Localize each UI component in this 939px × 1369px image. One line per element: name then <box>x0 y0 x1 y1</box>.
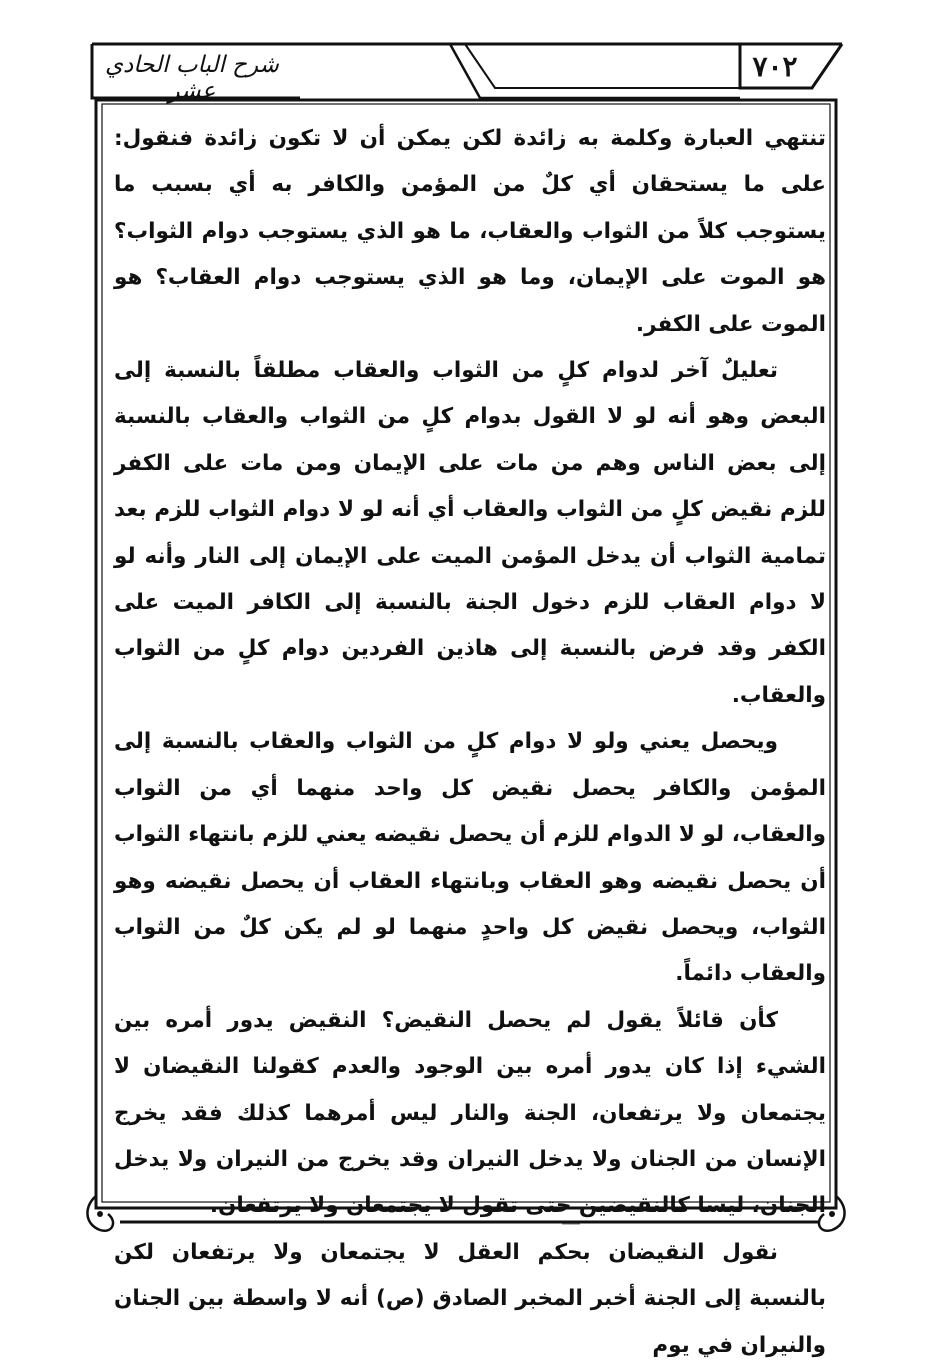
paragraph-5: نقول النقيضان بحكم العقل لا يجتمعان ولا يرتفعان لكن بالنسبة إلى الجنة أخبر المخبر الصادق (ص) أنه لا واسطة بين الجنان والنيران في يوم <box>114 1239 826 1358</box>
body-text <box>114 116 826 1369</box>
paragraph-1: تنتهي العبارة وكلمة به زائدة لكن يمكن أن لا تكون زائدة فنقول: على ما يستحقان أي كلٌ من المؤمن والكافر به أي بسبب ما يستوجب كلاً من الثواب والعقاب، ما هو الذي يستوجب دوام الثواب؟ هو الموت على الإيمان، وما هو الذي يستوجب دوام العقاب؟ هو الموت على الكفر. <box>114 126 826 337</box>
paragraph-2: تعليلٌ آخر لدوام كلٍ من الثواب والعقاب مطلقاً بالنسبة إلى البعض وهو أنه لو لا القول بدوام كلٍ من الثواب والعقاب بالنسبة إلى بعض الناس وهم من مات على الإيمان ومن مات على الكفر للزم نقيض كلٍ من الثواب والعقاب أي أنه لو لا دوام الثواب للزم بعد تمامية الثواب أن يدخل المؤمن الميت على الإيمان إلى النار وأنه لو لا دوام العقاب للزم دخول الجنة بالنسبة إلى الكافر الميت على الكفر وقد فرض بالنسبة إلى هاذين الفردين دوام كلٍ من الثواب والعقاب. <box>114 358 826 708</box>
paragraph-3: ويحصل يعني ولو لا دوام كلٍ من الثواب والعقاب بالنسبة إلى المؤمن والكافر يحصل نقيض كل واحد منهما أي من الثواب والعقاب، لو لا الدوام للزم أن يحصل نقيضه يعني للزم بانتهاء الثواب أن يحصل نقيضه وهو العقاب وبانتهاء العقاب أن يحصل نقيضه وهو الثواب، ويحصل نقيض كل واحدٍ منهما لو لم يكن كلٌ من الثواب والعقاب دائماً. <box>114 729 826 987</box>
paragraph-4: كأن قائلاً يقول لم يحصل النقيض؟ النقيض يدور أمره بين الشيء إذا كان يدور أمره بين الوجود والعدم كقولنا النقيضان لا يجتمعان ولا يرتفعان، الجنة والنار ليس أمرهما كذلك فقد يخرج الإنسان من الجنان ولا يدخل النيران وقد يخرج من النيران ولا يدخل الجنان، ليسا كالنقيضين حتى تقول لا يجتمعان ولا يرتفعان. <box>114 1007 826 1219</box>
page-number: ٧٠٢ <box>752 50 798 83</box>
running-header-title: شرح الباب الحادي عشر <box>105 52 279 104</box>
